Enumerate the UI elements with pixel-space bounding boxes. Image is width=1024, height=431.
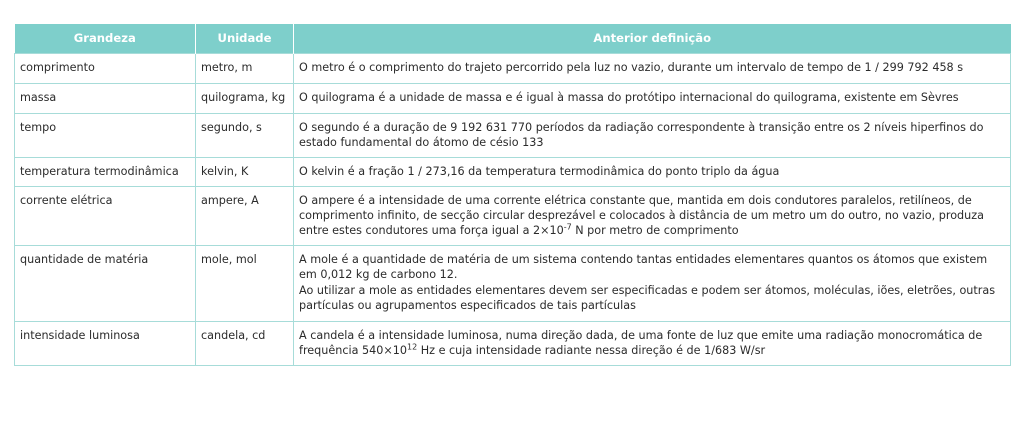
table-row — [15, 158, 1011, 187]
cell-quantity: corrente elétrica — [15, 187, 196, 246]
table-row — [15, 84, 1011, 114]
table-row — [15, 246, 1011, 322]
exponent: -7 — [563, 222, 572, 232]
header-quantity: Grandeza — [15, 24, 196, 54]
cell-definition: O kelvin é a fração 1 / 273,16 da temperatura termodinâmica do ponto triplo da água — [294, 158, 1011, 187]
cell-definition: O metro é o comprimento do trajeto percorrido pela luz no vazio, durante um intervalo de tempo de 1 / 299 792 458 s — [294, 54, 1011, 84]
cell-unit: candela, cd — [196, 322, 294, 366]
definition-text-end: Hz e cuja intensidade radiante nessa direção é de 1/683 W/sr — [417, 344, 766, 357]
cell-quantity: comprimento — [15, 54, 196, 84]
cell-definition: O quilograma é a unidade de massa e é igual à massa do protótipo internacional do quilograma, existente em Sèvres — [294, 84, 1011, 114]
cell-unit: kelvin, K — [196, 158, 294, 187]
exponent: 12 — [406, 342, 418, 352]
cell-unit: quilograma, kg — [196, 84, 294, 114]
cell-quantity: massa — [15, 84, 196, 114]
definition-text: O ampere é a intensidade de uma corrente elétrica constante que, mantida em dois condutores paralelos, retilíneos, de comprimento infinito, de secção circular desprezável e colocados à distância de um metro um do outro, no vazio, produza entre estes condutores uma força igual a 2×10 — [299, 194, 984, 237]
definition-text: A candela é a intensidade luminosa, numa direção dada, de uma fonte de luz que emite uma radiação monocromática de frequência 540×10 — [299, 329, 983, 357]
cell-definition — [294, 187, 1011, 246]
cell-unit: segundo, s — [196, 114, 294, 158]
definition-text-end: N por metro de comprimento — [571, 224, 739, 237]
si-units-definitions-table — [14, 24, 1011, 366]
cell-unit: ampere, A — [196, 187, 294, 246]
cell-quantity: temperatura termodinâmica — [15, 158, 196, 187]
cell-quantity: tempo — [15, 114, 196, 158]
si-units-table-container — [14, 24, 1010, 366]
definition-paragraph-2: Ao utilizar a mole as entidades elementares devem ser especificadas e podem ser átomos, moléculas, iões, eletrões, outras partículas ou agrupamentos especificados de tais partículas — [299, 284, 996, 312]
definition-paragraph-1: A mole é a quantidade de matéria de um sistema contendo tantas entidades elementares quantos os átomos que existem em 0,012 kg de carbono 12. — [299, 253, 988, 281]
header-previous-definition: Anterior definição — [294, 24, 1011, 54]
table-row — [15, 114, 1011, 158]
header-unit: Unidade — [196, 24, 294, 54]
header-row — [15, 24, 1011, 54]
table-row — [15, 54, 1011, 84]
cell-quantity: quantidade de matéria — [15, 246, 196, 322]
table-row — [15, 187, 1011, 246]
table-row — [15, 322, 1011, 366]
cell-definition: O segundo é a duração de 9 192 631 770 períodos da radiação correspondente à transição entre os 2 níveis hiperfinos do estado fundamental do átomo de césio 133 — [294, 114, 1011, 158]
cell-definition — [294, 246, 1011, 322]
table-body — [15, 54, 1011, 366]
cell-quantity: intensidade luminosa — [15, 322, 196, 366]
cell-definition — [294, 322, 1011, 366]
cell-unit: metro, m — [196, 54, 294, 84]
table-header — [15, 24, 1011, 54]
cell-unit: mole, mol — [196, 246, 294, 322]
